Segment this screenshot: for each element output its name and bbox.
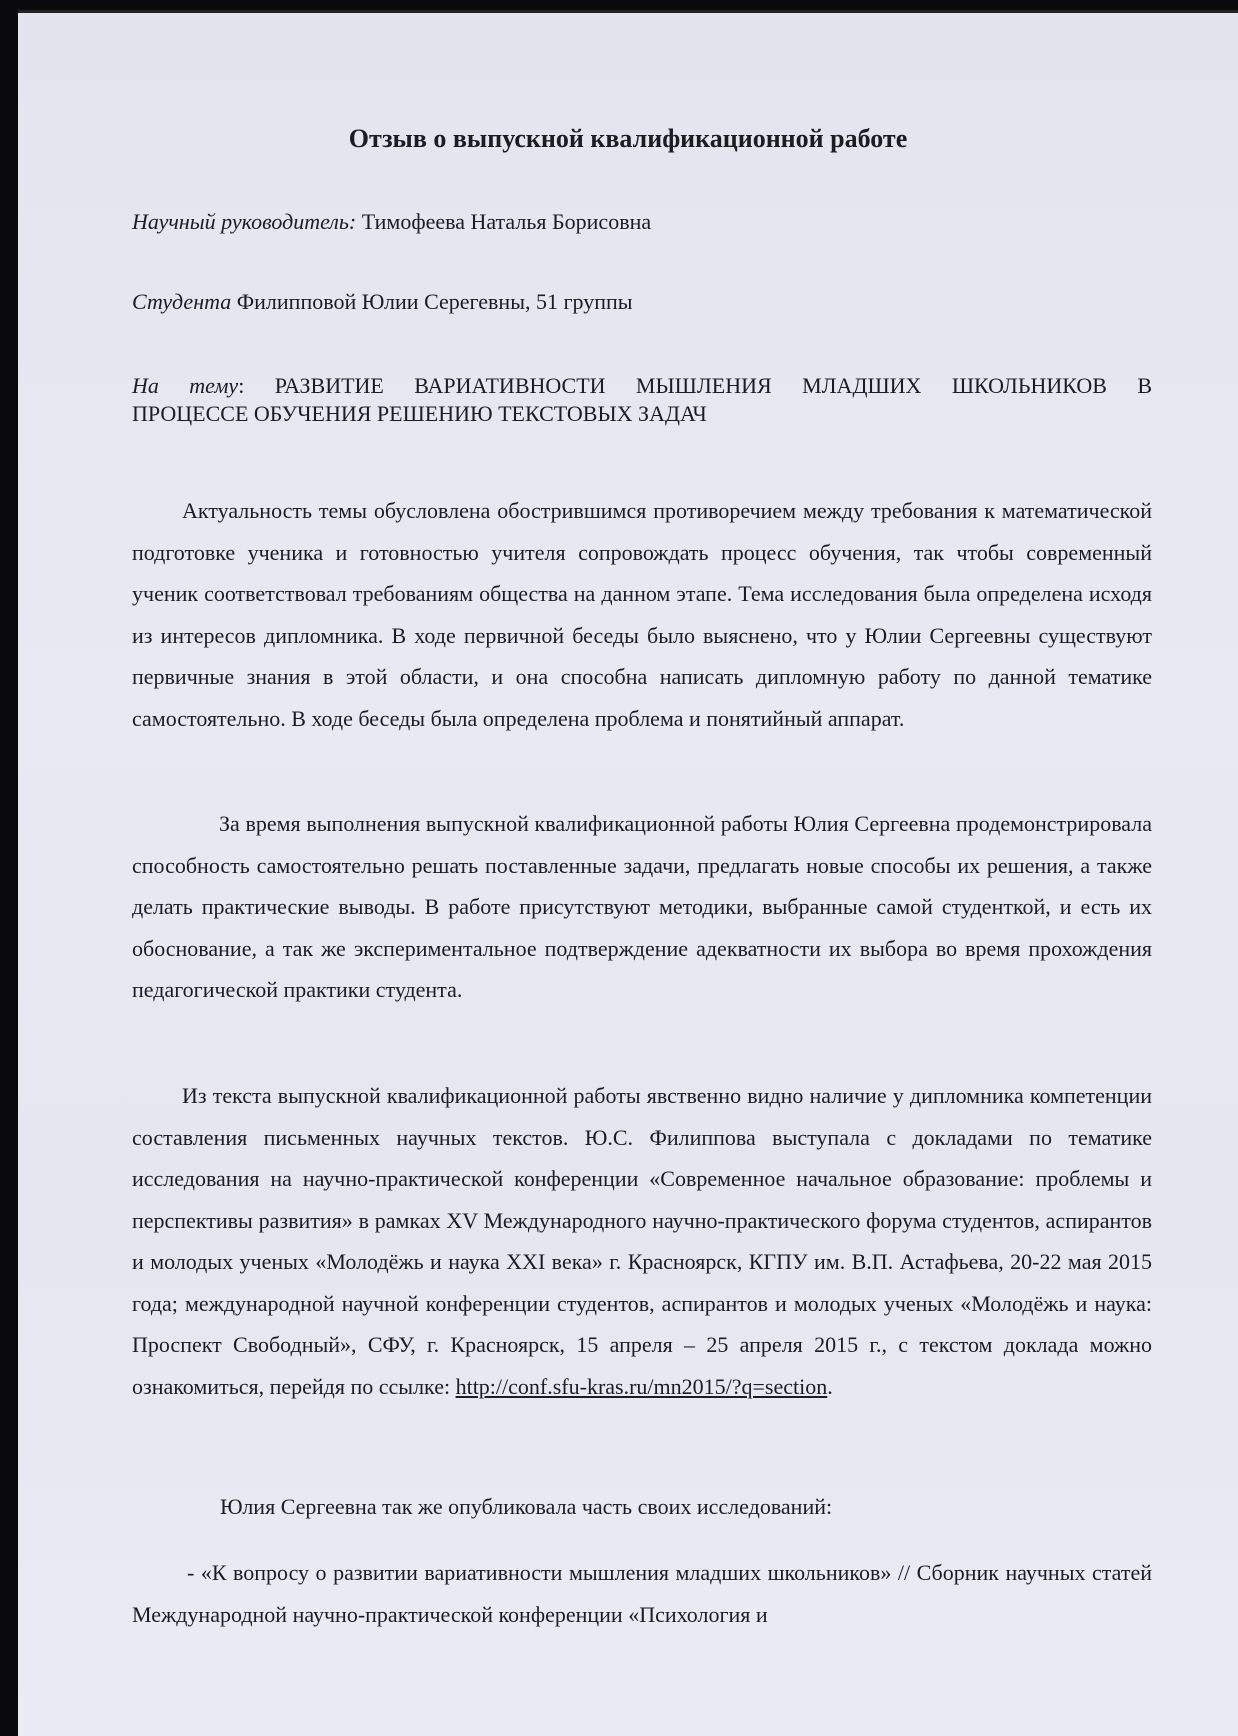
- paragraph-relevance: Актуальность темы обусловлена обострившимся противоречием между требования к математической подготовке ученика и готовностью учителя сопровождать процесс обучения, так чтобы современный ученик соответствовал требованиям общества на данном этапе. Тема исследования была определена исходя из интересов дипломника. В ходе первичной беседы было выяснено, что у Юлии Сергеевны существуют первичные знания в этой области, и она способна написать дипломную работу по данной тематике самостоятельно. В ходе беседы была определена проблема и понятийный аппарат.: [132, 498, 1152, 731]
- student-line: [132, 288, 1152, 316]
- document-title: Отзыв о выпускной квалификационной работе: [348, 124, 908, 153]
- topic-title-line-1: РАЗВИТИЕ ВАРИАТИВНОСТИ МЫШЛЕНИЯ МЛАДШИХ ШКОЛЬНИКОВ В: [274, 373, 1153, 398]
- publication-item: - «К вопросу о развитии вариативности мышления младших школьников» // Сборник научных статей Международной научно-практической конференции «Психология и: [132, 1560, 1152, 1627]
- topic-title-line-2: ПРОЦЕССЕ ОБУЧЕНИЯ РЕШЕНИЮ ТЕКСТОВЫХ ЗАДАЧ: [132, 401, 707, 426]
- paragraph-competence: [132, 1075, 1152, 1407]
- supervisor-line: [132, 208, 1152, 236]
- conference-link[interactable]: http://conf.sfu-kras.ru/mn2015/?q=section: [455, 1373, 828, 1399]
- supervisor-name: Тимофеева Наталья Борисовна: [361, 209, 652, 234]
- paragraph-competence-text: Из текста выпускной квалификационной работы явственно видно наличие у дипломника компетенции составления письменных научных текстов. Ю.С. Филиппова выступала с докладами по тематике исследования на научно-практической конференции «Современное начальное образование: проблемы и перспективы развития» в рамках XV Международного научно-практического форума студентов, аспирантов и молодых ученых «Молодёжь и наука XXI века» г. Красноярск, КГПУ им. В.П. Астафьева, 20-22 мая 2015 года; международной научной конференции студентов, аспирантов и молодых ученых «Молодёжь и наука: Проспект Свободный», СФУ, г. Красноярск, 15 апреля – 25 апреля 2015 г., с текстом доклада можно ознакомиться, перейдя по ссылке:: [132, 1083, 1152, 1399]
- paragraph-publications-intro: Юлия Сергеевна так же опубликовала часть своих исследований:: [220, 1494, 833, 1519]
- supervisor-label: Научный руководитель:: [132, 209, 357, 234]
- student-name: Филипповой Юлии Серегевны, 51 группы: [236, 289, 633, 314]
- topic-line-1: [132, 372, 1152, 400]
- topic-separator: :: [238, 373, 245, 398]
- topic-label: На тему: [132, 373, 239, 398]
- paragraph-work-process: За время выполнения выпускной квалификационной работы Юлия Сергеевна продемонстрировала способность самостоятельно решать поставленные задачи, предлагать новые способы их решения, а также делать практические выводы. В работе присутствуют методики, выбранные самой студенткой, и есть их обоснование, а так же экспериментальное подтверждение адекватности их выбора во время прохождения педагогической практики студента.: [132, 811, 1152, 1002]
- topic-block: [132, 372, 1152, 428]
- student-label: Студента: [132, 289, 232, 314]
- scanned-page: [18, 10, 1238, 1736]
- paragraph-competence-end: .: [827, 1373, 833, 1399]
